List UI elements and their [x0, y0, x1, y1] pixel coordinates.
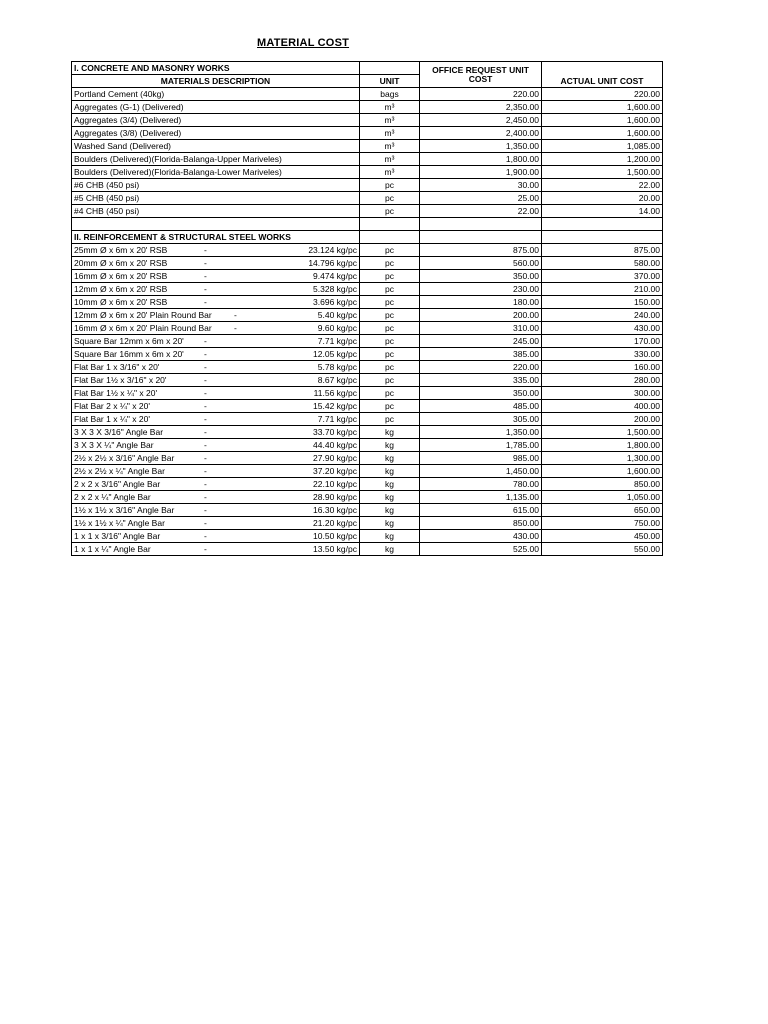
- material-name: Square Bar 16mm x 6m x 20': [74, 349, 184, 359]
- office-cost-cell: 850.00: [420, 517, 542, 530]
- material-description: [72, 270, 360, 283]
- material-description: [72, 309, 360, 322]
- table-row: [72, 244, 663, 257]
- office-cost-cell: 180.00: [420, 296, 542, 309]
- unit-weight: 3.696 kg/pc: [313, 297, 357, 307]
- table-row: [72, 374, 663, 387]
- table-row: [72, 465, 663, 478]
- office-cost-cell: 615.00: [420, 504, 542, 517]
- unit-weight: 12.05 kg/pc: [313, 349, 357, 359]
- office-cost-cell: 1,450.00: [420, 465, 542, 478]
- material-name: 1 x 1 x 3/16" Angle Bar: [74, 531, 161, 541]
- description-wrap: [74, 388, 357, 399]
- separator: -: [204, 284, 207, 294]
- material-description: [72, 478, 360, 491]
- unit-weight: 27.90 kg/pc: [313, 453, 357, 463]
- description-wrap: [74, 479, 357, 490]
- table-row: [72, 530, 663, 543]
- description-wrap: [74, 544, 357, 555]
- table-row: [72, 88, 663, 101]
- unit-cell: kg: [360, 439, 420, 452]
- office-cost-cell: 350.00: [420, 387, 542, 400]
- office-cost-cell: 2,450.00: [420, 114, 542, 127]
- description-wrap: [74, 375, 357, 386]
- blank-row: [72, 218, 663, 231]
- material-description: #5 CHB (450 psi): [72, 192, 360, 205]
- table-row: [72, 543, 663, 556]
- office-cost-cell: 485.00: [420, 400, 542, 413]
- actual-cost-cell: 1,085.00: [542, 140, 663, 153]
- description-wrap: [74, 518, 357, 529]
- actual-cost-cell: 1,500.00: [542, 166, 663, 179]
- material-description: Washed Sand (Delivered): [72, 140, 360, 153]
- material-description: Portland Cement (40kg): [72, 88, 360, 101]
- office-cost-header: OFFICE REQUEST UNIT COST: [420, 62, 542, 88]
- material-name: Flat Bar 1 x ¼" x 20': [74, 414, 150, 424]
- material-description: [72, 296, 360, 309]
- unit-cell: kg: [360, 478, 420, 491]
- unit-cell: m³: [360, 114, 420, 127]
- material-name: 12mm Ø x 6m x 20' Plain Round Bar: [74, 310, 212, 320]
- description-wrap: [74, 427, 357, 438]
- office-cost-cell: 2,350.00: [420, 101, 542, 114]
- office-cost-cell: 1,350.00: [420, 426, 542, 439]
- separator: -: [204, 440, 207, 450]
- material-name: 1 x 1 x ¼" Angle Bar: [74, 544, 151, 554]
- table-row: [72, 296, 663, 309]
- unit-cell: pc: [360, 244, 420, 257]
- unit-header: UNIT: [360, 75, 420, 88]
- unit-cell: m³: [360, 101, 420, 114]
- material-description: [72, 387, 360, 400]
- actual-cost-cell: 750.00: [542, 517, 663, 530]
- table-row: [72, 452, 663, 465]
- office-cost-cell: 1,350.00: [420, 140, 542, 153]
- unit-cell: kg: [360, 543, 420, 556]
- description-wrap: [74, 336, 357, 347]
- actual-cost-cell: 1,600.00: [542, 114, 663, 127]
- material-description: [72, 257, 360, 270]
- office-cost-cell: 1,900.00: [420, 166, 542, 179]
- unit-cell: pc: [360, 413, 420, 426]
- office-cost-cell: 220.00: [420, 88, 542, 101]
- empty-cell: [360, 62, 420, 75]
- separator: -: [204, 531, 207, 541]
- unit-cell: pc: [360, 179, 420, 192]
- description-wrap: [74, 401, 357, 412]
- unit-cell: pc: [360, 400, 420, 413]
- separator: -: [234, 310, 237, 320]
- material-description: [72, 439, 360, 452]
- unit-weight: 22.10 kg/pc: [313, 479, 357, 489]
- separator: -: [204, 414, 207, 424]
- material-description: [72, 452, 360, 465]
- material-name: Flat Bar 1½ x ¼" x 20': [74, 388, 158, 398]
- office-cost-cell: 1,135.00: [420, 491, 542, 504]
- material-description: [72, 361, 360, 374]
- material-name: 25mm Ø x 6m x 20' RSB: [74, 245, 168, 255]
- unit-weight: 23.124 kg/pc: [308, 245, 357, 255]
- material-description: Aggregates (3/4) (Delivered): [72, 114, 360, 127]
- actual-cost-cell: 210.00: [542, 283, 663, 296]
- material-description: [72, 491, 360, 504]
- description-wrap: [74, 284, 357, 295]
- material-name: 16mm Ø x 6m x 20' Plain Round Bar: [74, 323, 212, 333]
- table-row: [72, 153, 663, 166]
- material-description: Aggregates (G-1) (Delivered): [72, 101, 360, 114]
- office-cost-cell: 245.00: [420, 335, 542, 348]
- material-description: [72, 400, 360, 413]
- actual-cost-cell: 1,300.00: [542, 452, 663, 465]
- unit-weight: 9.60 kg/pc: [317, 323, 357, 333]
- actual-cost-cell: 20.00: [542, 192, 663, 205]
- table-row: [72, 491, 663, 504]
- actual-cost-cell: 1,600.00: [542, 127, 663, 140]
- material-name: 20mm Ø x 6m x 20' RSB: [74, 258, 168, 268]
- material-name: 10mm Ø x 6m x 20' RSB: [74, 297, 168, 307]
- table-row: [72, 140, 663, 153]
- actual-cost-cell: 14.00: [542, 205, 663, 218]
- office-cost-cell: 2,400.00: [420, 127, 542, 140]
- description-wrap: [74, 310, 357, 321]
- material-description: Boulders (Delivered)(Florida-Balanga-Upper Mariveles): [72, 153, 360, 166]
- material-description: [72, 504, 360, 517]
- actual-cost-cell: 1,500.00: [542, 426, 663, 439]
- separator: -: [204, 505, 207, 515]
- unit-weight: 5.40 kg/pc: [317, 310, 357, 320]
- material-description: [72, 374, 360, 387]
- unit-cell: pc: [360, 270, 420, 283]
- actual-cost-cell: 450.00: [542, 530, 663, 543]
- section-title: I. CONCRETE AND MASONRY WORKS: [72, 62, 360, 75]
- office-cost-cell: 25.00: [420, 192, 542, 205]
- table-row: [72, 439, 663, 452]
- material-name: Flat Bar 1½ x 3/16" x 20': [74, 375, 167, 385]
- separator: -: [204, 245, 207, 255]
- material-name: 3 X 3 X ¼" Angle Bar: [74, 440, 154, 450]
- unit-weight: 5.78 kg/pc: [317, 362, 357, 372]
- actual-cost-cell: 22.00: [542, 179, 663, 192]
- description-wrap: [74, 245, 357, 256]
- separator: -: [204, 479, 207, 489]
- table-row: [72, 114, 663, 127]
- material-description: [72, 426, 360, 439]
- separator: -: [204, 375, 207, 385]
- table-row: [72, 309, 663, 322]
- unit-cell: m³: [360, 153, 420, 166]
- office-cost-cell: 385.00: [420, 348, 542, 361]
- office-cost-cell: 30.00: [420, 179, 542, 192]
- material-description: [72, 543, 360, 556]
- description-wrap: [74, 492, 357, 503]
- table-row: [72, 478, 663, 491]
- unit-weight: 10.50 kg/pc: [313, 531, 357, 541]
- unit-weight: 21.20 kg/pc: [313, 518, 357, 528]
- unit-cell: pc: [360, 257, 420, 270]
- actual-cost-cell: 850.00: [542, 478, 663, 491]
- material-name: 12mm Ø x 6m x 20' RSB: [74, 284, 168, 294]
- office-cost-cell: 305.00: [420, 413, 542, 426]
- empty-cell: [360, 218, 420, 231]
- description-wrap: [74, 466, 357, 477]
- unit-cell: pc: [360, 192, 420, 205]
- unit-cell: pc: [360, 322, 420, 335]
- unit-weight: 5.328 kg/pc: [313, 284, 357, 294]
- empty-cell: [420, 231, 542, 244]
- unit-cell: m³: [360, 166, 420, 179]
- description-wrap: [74, 440, 357, 451]
- unit-cell: kg: [360, 504, 420, 517]
- material-description: [72, 283, 360, 296]
- actual-cost-cell: 875.00: [542, 244, 663, 257]
- description-wrap: [74, 349, 357, 360]
- unit-cell: kg: [360, 465, 420, 478]
- office-cost-cell: 22.00: [420, 205, 542, 218]
- unit-weight: 28.90 kg/pc: [313, 492, 357, 502]
- table-row: [72, 413, 663, 426]
- actual-cost-cell: 1,200.00: [542, 153, 663, 166]
- description-wrap: [74, 362, 357, 373]
- actual-cost-cell: 200.00: [542, 413, 663, 426]
- unit-cell: pc: [360, 361, 420, 374]
- table-row: [72, 205, 663, 218]
- separator: -: [204, 349, 207, 359]
- table-row: [72, 387, 663, 400]
- material-description: #4 CHB (450 psi): [72, 205, 360, 218]
- office-cost-cell: 875.00: [420, 244, 542, 257]
- table-row: [72, 101, 663, 114]
- table-row: [72, 283, 663, 296]
- separator: -: [204, 362, 207, 372]
- office-cost-cell: 780.00: [420, 478, 542, 491]
- unit-weight: 13.50 kg/pc: [313, 544, 357, 554]
- material-name: 2½ x 2½ x ¼" Angle Bar: [74, 466, 165, 476]
- table-row: [72, 361, 663, 374]
- table-row: [72, 257, 663, 270]
- separator: -: [234, 323, 237, 333]
- material-description: [72, 530, 360, 543]
- empty-cell: [72, 218, 360, 231]
- separator: -: [204, 271, 207, 281]
- actual-cost-cell: 1,050.00: [542, 491, 663, 504]
- office-cost-cell: 560.00: [420, 257, 542, 270]
- office-cost-cell: 1,785.00: [420, 439, 542, 452]
- office-cost-cell: 350.00: [420, 270, 542, 283]
- actual-cost-cell: 550.00: [542, 543, 663, 556]
- material-cost-table: [71, 61, 663, 556]
- actual-cost-cell: 1,600.00: [542, 465, 663, 478]
- material-name: 2 x 2 x 3/16" Angle Bar: [74, 479, 161, 489]
- material-description: [72, 413, 360, 426]
- unit-weight: 11.56 kg/pc: [313, 388, 357, 398]
- description-wrap: [74, 297, 357, 308]
- material-name: 2 x 2 x ¼" Angle Bar: [74, 492, 151, 502]
- office-cost-cell: 1,800.00: [420, 153, 542, 166]
- unit-cell: pc: [360, 387, 420, 400]
- unit-cell: kg: [360, 517, 420, 530]
- description-wrap: [74, 271, 357, 282]
- unit-weight: 14.796 kg/pc: [308, 258, 357, 268]
- material-name: 3 X 3 X 3/16" Angle Bar: [74, 427, 164, 437]
- description-wrap: [74, 414, 357, 425]
- actual-cost-cell: 400.00: [542, 400, 663, 413]
- table-row: [72, 348, 663, 361]
- unit-cell: m³: [360, 140, 420, 153]
- separator: -: [204, 401, 207, 411]
- description-header: MATERIALS DESCRIPTION: [72, 75, 360, 88]
- table-row: [72, 335, 663, 348]
- material-name: Square Bar 12mm x 6m x 20': [74, 336, 184, 346]
- actual-cost-cell: 220.00: [542, 88, 663, 101]
- unit-cell: kg: [360, 530, 420, 543]
- empty-cell: [542, 218, 663, 231]
- material-name: 1½ x 1½ x 3/16" Angle Bar: [74, 505, 175, 515]
- description-wrap: [74, 258, 357, 269]
- unit-cell: pc: [360, 335, 420, 348]
- separator: -: [204, 453, 207, 463]
- unit-weight: 7.71 kg/pc: [317, 414, 357, 424]
- unit-cell: pc: [360, 348, 420, 361]
- unit-weight: 9.474 kg/pc: [313, 271, 357, 281]
- section-header-row: [72, 231, 663, 244]
- description-wrap: [74, 323, 357, 334]
- section-title: II. REINFORCEMENT & STRUCTURAL STEEL WORKS: [72, 231, 360, 244]
- unit-cell: kg: [360, 491, 420, 504]
- actual-cost-cell: 170.00: [542, 335, 663, 348]
- table-row: [72, 270, 663, 283]
- unit-cell: kg: [360, 452, 420, 465]
- table-row: [72, 166, 663, 179]
- office-cost-cell: 430.00: [420, 530, 542, 543]
- office-cost-cell: 525.00: [420, 543, 542, 556]
- material-description: [72, 244, 360, 257]
- table-row: [72, 504, 663, 517]
- actual-cost-cell: 300.00: [542, 387, 663, 400]
- section-header-row: [72, 62, 663, 75]
- table-row: [72, 127, 663, 140]
- separator: -: [204, 492, 207, 502]
- office-cost-cell: 230.00: [420, 283, 542, 296]
- table-row: [72, 179, 663, 192]
- unit-cell: m³: [360, 127, 420, 140]
- material-description: [72, 335, 360, 348]
- empty-cell: [360, 231, 420, 244]
- material-name: Flat Bar 2 x ¼" x 20': [74, 401, 150, 411]
- table-row: [72, 192, 663, 205]
- separator: -: [204, 544, 207, 554]
- material-name: Flat Bar 1 x 3/16" x 20': [74, 362, 160, 372]
- unit-weight: 16.30 kg/pc: [313, 505, 357, 515]
- actual-cost-cell: 160.00: [542, 361, 663, 374]
- description-wrap: [74, 505, 357, 516]
- unit-cell: pc: [360, 296, 420, 309]
- actual-cost-cell: 430.00: [542, 322, 663, 335]
- table-row: [72, 400, 663, 413]
- office-cost-cell: 310.00: [420, 322, 542, 335]
- material-description: #6 CHB (450 psi): [72, 179, 360, 192]
- actual-cost-cell: 650.00: [542, 504, 663, 517]
- actual-cost-cell: 580.00: [542, 257, 663, 270]
- separator: -: [204, 258, 207, 268]
- empty-cell: [542, 231, 663, 244]
- office-cost-cell: 985.00: [420, 452, 542, 465]
- unit-weight: 7.71 kg/pc: [317, 336, 357, 346]
- material-description: Aggregates (3/8) (Delivered): [72, 127, 360, 140]
- unit-cell: pc: [360, 205, 420, 218]
- unit-cell: kg: [360, 426, 420, 439]
- unit-cell: bags: [360, 88, 420, 101]
- actual-cost-cell: 240.00: [542, 309, 663, 322]
- actual-cost-cell: 370.00: [542, 270, 663, 283]
- office-cost-cell: 220.00: [420, 361, 542, 374]
- unit-weight: 33.70 kg/pc: [313, 427, 357, 437]
- table-row: [72, 517, 663, 530]
- office-cost-cell: 200.00: [420, 309, 542, 322]
- material-name: 2½ x 2½ x 3/16" Angle Bar: [74, 453, 175, 463]
- separator: -: [204, 388, 207, 398]
- material-name: 16mm Ø x 6m x 20' RSB: [74, 271, 168, 281]
- separator: -: [204, 336, 207, 346]
- unit-weight: 44.40 kg/pc: [313, 440, 357, 450]
- material-description: Boulders (Delivered)(Florida-Balanga-Lower Mariveles): [72, 166, 360, 179]
- empty-cell: [420, 218, 542, 231]
- material-description: [72, 465, 360, 478]
- unit-cell: pc: [360, 374, 420, 387]
- actual-cost-cell: 1,800.00: [542, 439, 663, 452]
- material-name: 1½ x 1½ x ¼" Angle Bar: [74, 518, 165, 528]
- separator: -: [204, 427, 207, 437]
- separator: -: [204, 297, 207, 307]
- actual-cost-cell: 330.00: [542, 348, 663, 361]
- material-description: [72, 517, 360, 530]
- table-row: [72, 322, 663, 335]
- unit-weight: 15.42 kg/pc: [313, 401, 357, 411]
- separator: -: [204, 518, 207, 528]
- unit-cell: pc: [360, 309, 420, 322]
- description-wrap: [74, 453, 357, 464]
- separator: -: [204, 466, 207, 476]
- page-title: MATERIAL COST: [257, 37, 350, 49]
- actual-cost-cell: 1,600.00: [542, 101, 663, 114]
- unit-weight: 37.20 kg/pc: [313, 466, 357, 476]
- office-cost-cell: 335.00: [420, 374, 542, 387]
- unit-cell: pc: [360, 283, 420, 296]
- description-wrap: [74, 531, 357, 542]
- actual-cost-cell: 150.00: [542, 296, 663, 309]
- material-description: [72, 322, 360, 335]
- unit-weight: 8.67 kg/pc: [317, 375, 357, 385]
- material-description: [72, 348, 360, 361]
- actual-cost-header: ACTUAL UNIT COST: [542, 62, 663, 88]
- actual-cost-cell: 280.00: [542, 374, 663, 387]
- table-row: [72, 426, 663, 439]
